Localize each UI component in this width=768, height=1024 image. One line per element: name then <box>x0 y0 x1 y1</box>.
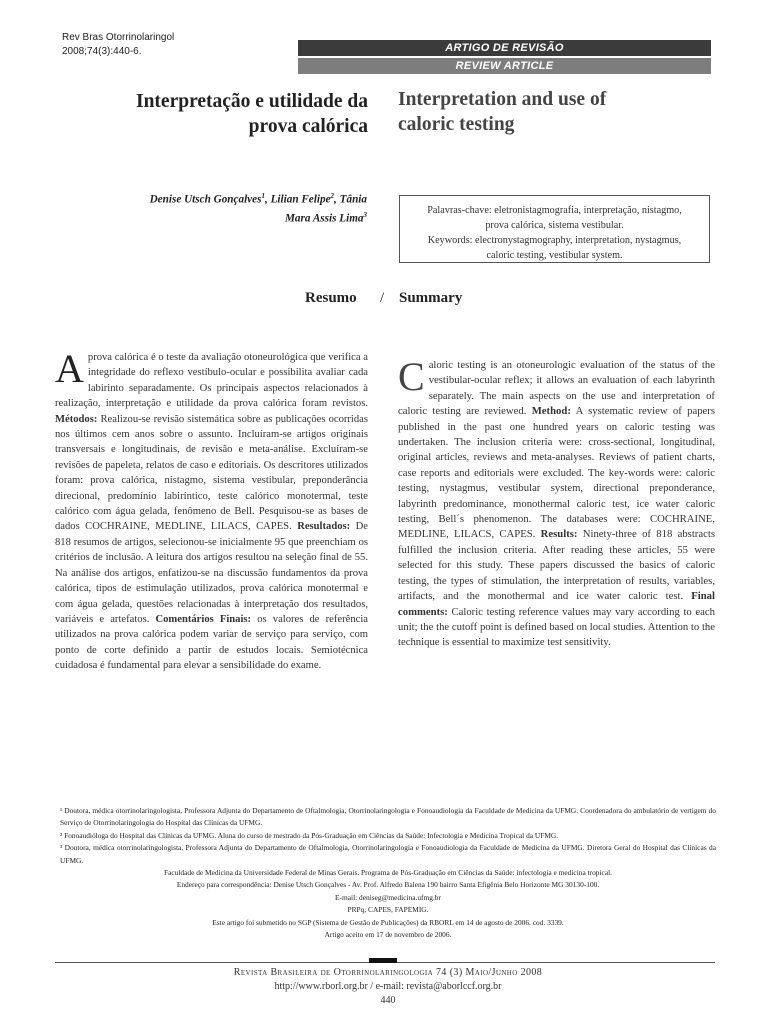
abstract-label: Final comments: <box>398 590 715 618</box>
abstract-english <box>398 354 715 651</box>
abstract-text: A systematic review of papers published in the past one hundred years on caloric testing was undertaken. The inclusion criteria were: cross-sectional, longitudinal, original articles, reviews and meta-analyses. Reviews of patient charts, case reports and editorials were excluded. The key-words were: caloric testing, nystagmus, vestibular system, directional preponderance, labyrinth predominance, monothermal caloric test, ice water caloric testing, Bell´s phenomenon. The databases were: COCHRAINE, MEDLINE, LILACS, CAPES. <box>398 405 715 541</box>
title-english <box>398 87 718 137</box>
keywords-pt-line1: Palavras-chave: eletronistagmografia, interpretação, nistagmo, <box>427 205 682 216</box>
acceptance-note: Artigo aceito em 17 de novembro de 2006. <box>324 930 452 940</box>
author-affiliation-mark: 1 <box>261 192 265 200</box>
abstract-text: Ninety-three of 818 abstracts fulfilled the inclusion criteria. After reading these articles, 55 were selected for this study. These papers discussed the basics of caloric testing, the types of stimulation, the interpretation of results, variables, artifacts, and the monothermal and ice water caloric test. <box>398 528 715 603</box>
footer-rule-marker <box>369 958 397 963</box>
author-name: Denise Utsch Gonçalves <box>149 193 262 206</box>
journal-name: Rev Bras Otorrinolaringol <box>62 32 175 43</box>
article-type-banner-en: REVIEW ARTICLE <box>298 58 711 74</box>
abstract-text: Caloric testing reference values may vary according to each unit; the the cutoff point is defined based on local studies. Attention to the technique is essential to maximize test sensitivity. <box>398 605 715 649</box>
section-heading-separator: / <box>380 290 385 306</box>
footnotes <box>60 805 716 941</box>
keywords-pt-line2: prova calórica, sistema vestibular. <box>485 220 624 231</box>
journal-reference <box>62 31 174 59</box>
title-pt-line2: prova calórica <box>248 116 368 137</box>
section-heading-summary: Summary <box>399 290 463 306</box>
author-affiliation-mark: 2 <box>330 192 335 200</box>
funding-note: PRPq, CAPES, FAPEMIG. <box>347 905 429 915</box>
footnote-1: ¹ Doutora, médica otorrinolaringologista, Professora Adjunta do Departamento de Oftalmologia, Otorrinolaringologia e Fonoaudiologia da Faculdade de Medicina da UFMG. Coordenadora do ambulatório de vertigem do Serviço de Otorrinolaringologia do Hospital das Clínicas da UFMG. <box>60 806 716 828</box>
author-affiliation-mark: 3 <box>363 210 367 219</box>
drop-cap: A <box>55 346 84 391</box>
title-en-line2: caloric testing <box>398 114 515 135</box>
author-line2 <box>47 208 367 227</box>
abstract-label: Métodos: <box>55 413 98 425</box>
title-en-line1: Interpretation and use of <box>398 89 607 110</box>
abstract-label: Method: <box>531 405 571 418</box>
abstract-text: prova calórica é o teste da avaliação otoneurológica que verifica a integridade do reflexo vestíbulo-ocular e possibilita avaliar cada labirinto separadamente. Os principais aspectos relacionados à realização, interpretação e utilidade da prova calórica foram revistos. <box>55 352 368 410</box>
abstract-label: Results: <box>540 528 578 541</box>
footnote-3: ³ Doutora, médica otorrinolaringologista, Professora Adjunta do Departamento de Oftalmologia, Otorrinolaringologia e Fonoaudiologia da Faculdade de Medicina da UFMG. Diretora Geral do Hospital das Clínicas da UFMG. <box>60 843 716 865</box>
keywords-en-line1: Keywords: electronystagmography, interpretation, nystagmus, <box>427 235 682 246</box>
drop-cap: C <box>398 354 425 399</box>
section-heading-resumo: Resumo <box>305 290 357 306</box>
author-name: , Tânia <box>334 193 367 206</box>
title-pt-line1: Interpretação e utilidade da <box>135 91 368 112</box>
article-type-banner-pt: ARTIGO DE REVISÃO <box>298 40 711 56</box>
footer-journal: Revista Brasileira de Otorrinolaringologia 74 (3) Maio/Junho 2008 <box>233 967 543 978</box>
author-name: , Lilian Felipe <box>264 193 331 206</box>
author-list <box>47 189 367 226</box>
submission-note: Este artigo foi submetido no SGP (Sistema de Gestão de Publicações) da RBORL em 14 de agosto de 2006. cod. 3339. <box>212 917 564 927</box>
abstract-text: Realizou-se revisão sistemática sobre as publicações ocorridas nos últimos cem anos sobre o assunto. Incluíram-se artigos originais transversais e longitudinais, de revisão e meta-análise. Excluíram-se revisões de papeleta, relatos de caso e editoriais. Os descritores utilizados foram: prova calórica, nistagmo, sistema vestibular, preponderância direcional, predomínio labiríntico, teste calórico monotermal, teste calórico com água gelada, fenômeno de Bell. Pesquisou-se as bases de dados COCHRAINE, MEDLINE, LILACS, CAPES. <box>55 413 368 533</box>
keywords-box <box>399 195 710 263</box>
author-line1 <box>47 189 367 208</box>
abstract-text: os valores de referência utilizados na prova calórica podem variar de serviço para serviço, com ponto de corte definido a partir de estudos locais. Semiotécnica cuidadosa é fundamental para elevar a sensibilidade do exame. <box>55 613 368 672</box>
author-name: Mara Assis Lima <box>284 212 364 225</box>
abstract-text: aloric testing is an otoneurologic evaluation of the status of the vestibular-ocular reflex; it allows an evaluation of each labyrinth separately. The main aspects on the use and interpretation of caloric testing are reviewed. <box>398 359 715 418</box>
title-portuguese <box>68 89 368 139</box>
abstract-text: De 818 resumos de artigos, selecionou-se inicialmente 95 que preenchiam os critérios de inclusão. A leitura dos artigos resultou na seleção final de 55. Na análise dos artigos, enfatizou-se na discussão fundamentos da prova calórica, tipos de estimulação utilizados, prova calórica monotermal e com água gelada, questões relacionadas à interpretação dos resultados, variáveis e artefatos. <box>55 521 368 625</box>
page-number: 440 <box>380 995 396 1006</box>
correspondence-email: E-mail: deniseg@medicina.ufmg.br <box>335 892 441 902</box>
abstract-label: Resultados: <box>297 521 351 533</box>
journal-volume: 2008;74(3):440-6. <box>62 46 142 57</box>
footer-web: http://www.rborl.org.br / e-mail: revista@aborlccf.org.br <box>274 981 502 992</box>
abstract-label: Comentários Finais: <box>155 613 252 625</box>
footnote-2: ² Fonoaudióloga do Hospital das Clínicas da UFMG. Aluna do curso de mestrado da Pós-Graduação em Ciências da Saúde: Infectologia e Medicina Tropical da UFMG. <box>60 830 559 840</box>
correspondence-address: Endereço para correspondência: Denise Utsch Gonçalves - Av. Prof. Alfredo Balena 190 bairro Santa Efigênia Belo Horizonte MG 30130-100. <box>176 880 600 890</box>
institution-note: Faculdade de Medicina da Universidade Federal de Minas Gerais. Programa de Pós-Graduação em Ciências da Saúde: infectologia e medicina tropical. <box>164 868 612 878</box>
abstract-portuguese <box>55 346 368 674</box>
keywords-en-line2: caloric testing, vestibular system. <box>486 250 623 261</box>
